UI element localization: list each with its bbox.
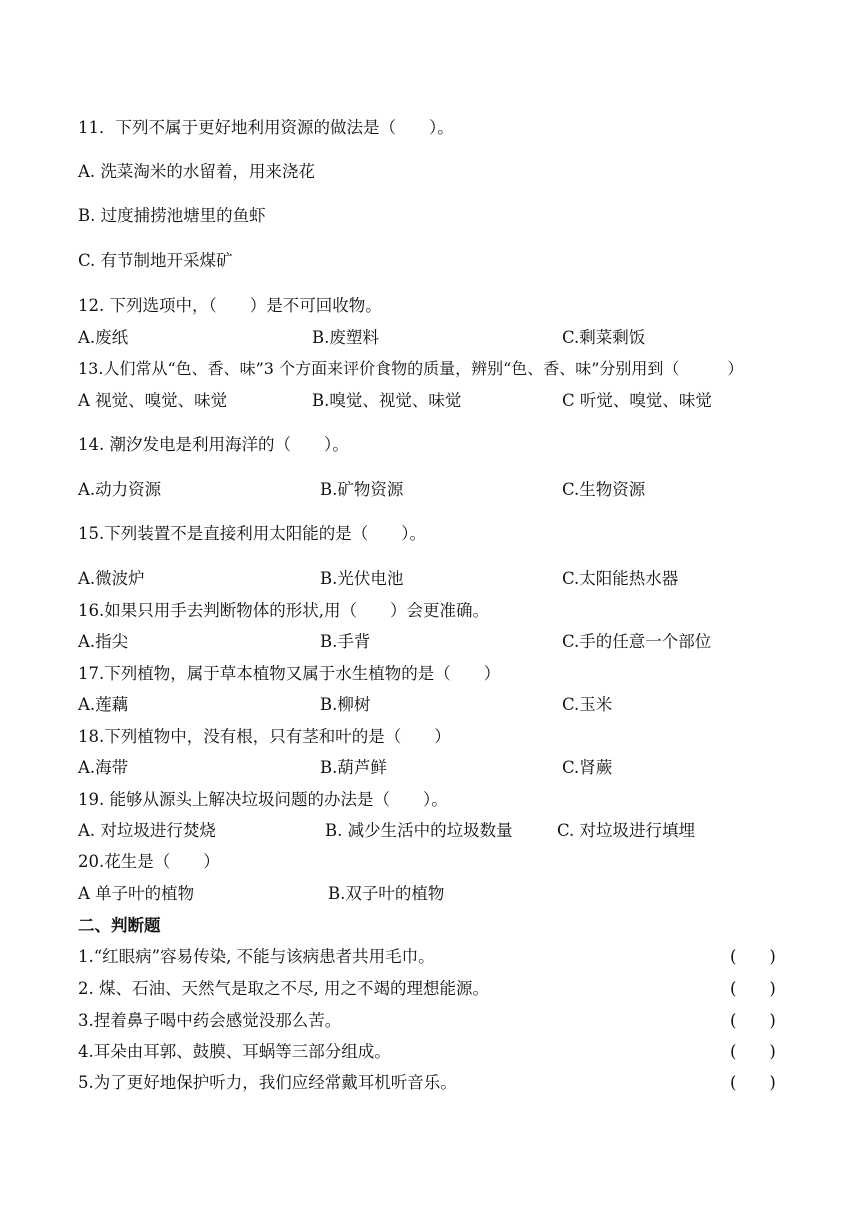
question-17-option-a: A.莲藕 — [78, 695, 129, 714]
question-11-stem: 11．下列不属于更好地利用资源的做法是（ ）。 — [78, 118, 454, 137]
question-18-option-a: A.海带 — [78, 758, 129, 777]
question-19-option-a: A. 对垃圾进行焚烧 — [78, 821, 216, 840]
question-18-stem: 18.下列植物中，没有根，只有茎和叶的是（ ） — [78, 727, 451, 746]
question-18-option-b: B.葫芦鲜 — [320, 758, 387, 777]
question-16-stem: 16.如果只用手去判断物体的形状,用（ ）会更准确。 — [78, 601, 489, 620]
question-19-option-c: C. 对垃圾进行填埋 — [557, 821, 696, 840]
question-14-stem: 14. 潮汐发电是利用海洋的（ ）。 — [78, 435, 349, 454]
question-16-option-a: A.指尖 — [78, 632, 129, 651]
answer-blank-5: ( ) — [730, 1073, 776, 1092]
answer-blank-3: ( ) — [730, 1011, 776, 1030]
question-13-stem: 13.人们常从“色、香、味”3 个方面来评价食物的质量，辨别“色、香、味”分别用到（ ） — [78, 359, 744, 378]
question-20-option-a: A 单子叶的植物 — [78, 884, 195, 903]
judgement-item-2: 2. 煤、石油、天然气是取之不尽, 用之不竭的理想能源。 — [78, 979, 489, 998]
question-15-option-c: C.太阳能热水器 — [562, 569, 679, 588]
question-15-stem: 15.下列装置不是直接利用太阳能的是（ ）。 — [78, 524, 426, 543]
question-11-option-b: B. 过度捕捞池塘里的鱼虾 — [78, 206, 266, 225]
answer-blank-1: ( ) — [730, 947, 776, 966]
question-12-option-c: C.剩菜剩饭 — [562, 328, 646, 347]
question-17-option-b: B.柳树 — [320, 695, 371, 714]
question-12-option-a: A.废纸 — [78, 328, 129, 347]
question-15-option-a: A.微波炉 — [78, 569, 145, 588]
question-18-option-c: C.肾蕨 — [562, 758, 613, 777]
question-13-option-a: A 视觉、嗅觉、味觉 — [78, 391, 228, 410]
question-14-option-a: A.动力资源 — [78, 480, 162, 499]
question-16-option-b: B.手背 — [320, 632, 371, 651]
question-19-option-b: B. 减少生活中的垃圾数量 — [325, 821, 513, 840]
question-11-option-a: A. 洗菜淘米的水留着，用来浇花 — [78, 162, 315, 181]
question-17-option-c: C.玉米 — [562, 695, 613, 714]
question-12-stem: 12. 下列选项中，（ ）是不可回收物。 — [78, 296, 382, 315]
question-13-option-c: C 听觉、嗅觉、味觉 — [562, 391, 712, 410]
question-14-option-b: B.矿物资源 — [320, 480, 404, 499]
question-19-stem: 19. 能够从源头上解决垃圾问题的办法是（ ）。 — [78, 790, 448, 809]
answer-blank-4: ( ) — [730, 1042, 776, 1061]
question-17-stem: 17.下列植物，属于草本植物又属于水生植物的是（ ） — [78, 664, 501, 683]
judgement-item-3: 3.捏着鼻子喝中药会感觉没那么苦。 — [78, 1011, 342, 1030]
question-13-option-b: B.嗅觉、视觉、味觉 — [312, 391, 462, 410]
judgement-item-5: 5.为了更好地保护听力，我们应经常戴耳机听音乐。 — [78, 1073, 457, 1092]
question-15-option-b: B.光伏电池 — [320, 569, 404, 588]
question-12-option-b: B.废塑料 — [312, 328, 379, 347]
question-20-stem: 20.花生是（ ） — [78, 852, 220, 871]
question-20-option-b: B.双子叶的植物 — [328, 884, 445, 903]
judgement-item-1: 1.“红眼病”容易传染, 不能与该病患者共用毛巾。 — [78, 947, 435, 966]
answer-blank-2: ( ) — [730, 979, 776, 998]
question-11-option-c: C. 有节制地开采煤矿 — [78, 251, 233, 270]
judgement-item-4: 4.耳朵由耳郭、鼓膜、耳蜗等三部分组成。 — [78, 1042, 391, 1061]
section-2-heading: 二、判断题 — [78, 916, 161, 935]
question-14-option-c: C.生物资源 — [562, 480, 646, 499]
question-16-option-c: C.手的任意一个部位 — [562, 632, 712, 651]
